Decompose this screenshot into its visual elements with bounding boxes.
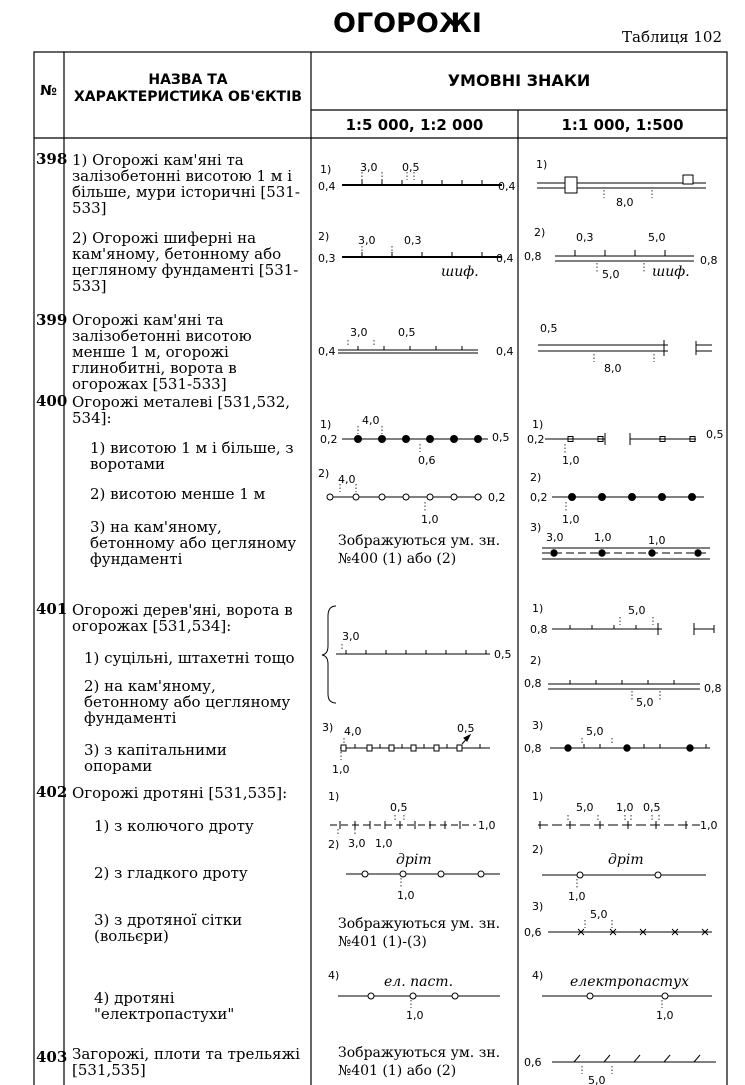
lbl-n3: 3) bbox=[530, 521, 542, 534]
desc-402-1: 1) з колючого дроту bbox=[94, 817, 254, 835]
lbl-30: 3,0 bbox=[350, 326, 368, 339]
table-label: Таблиця 102 bbox=[622, 28, 723, 46]
lbl-04: 0,4 bbox=[496, 345, 514, 358]
lbl-08: 0,8 bbox=[530, 623, 548, 636]
lbl-50: 5,0 bbox=[636, 696, 654, 709]
desc-402-2: 2) з гладкого дроту bbox=[94, 864, 248, 882]
sign-401-1-large bbox=[552, 623, 714, 635]
row-402-number: 402 bbox=[36, 783, 68, 801]
sign-400-3-large bbox=[542, 548, 710, 559]
lbl-10: 1,0 bbox=[562, 454, 580, 467]
lbl-n3: 3) bbox=[532, 719, 544, 732]
header-scale-small: 1:5 000, 1:2 000 bbox=[345, 116, 484, 134]
header-name: НАЗВА ТА ХАРАКТЕРИСТИКА ОБ'ЄКТІВ bbox=[74, 72, 302, 105]
lbl-n1: 1) bbox=[532, 418, 544, 431]
lbl-el-past: ел. паст. bbox=[384, 974, 454, 990]
lbl-drit: дріт bbox=[396, 852, 432, 868]
lbl-10: 1,0 bbox=[332, 763, 350, 776]
lbl-08: 0,8 bbox=[700, 254, 718, 267]
desc-398-1: 1) Огорожі кам'яні та залізобетонні висотою 1 м і більше, мури історичні [531-533] bbox=[72, 151, 300, 217]
lbl-n1: 1) bbox=[532, 602, 544, 615]
desc-398-2: 2) Огорожі шиферні на кам'яному, бетонному або цегляному фундаменті [531-533] bbox=[72, 229, 299, 295]
row-400-number: 400 bbox=[36, 392, 68, 410]
lbl-04: 0,4 bbox=[496, 252, 514, 265]
lbl-n1: 1) bbox=[328, 790, 340, 803]
lbl-03: 0,3 bbox=[318, 252, 336, 265]
lbl-10: 1,0 bbox=[656, 1009, 674, 1022]
lbl-n2: 2) bbox=[318, 230, 330, 243]
lbl-n1: 1) bbox=[532, 790, 544, 803]
desc-401-2: 2) на кам'яному, бетонному або цегляному фундаменті bbox=[84, 677, 291, 727]
lbl-shyf: шиф. bbox=[652, 264, 690, 280]
sign-402-2-small bbox=[346, 871, 500, 877]
lbl-04: 0,4 bbox=[318, 345, 336, 358]
lbl-04: 0,4 bbox=[498, 180, 516, 193]
lbl-10: 1,0 bbox=[397, 889, 415, 902]
sign-402-1-small bbox=[330, 821, 476, 829]
lbl-n3: 3) bbox=[322, 721, 334, 734]
lbl-50: 5,0 bbox=[586, 725, 604, 738]
lbl-50: 5,0 bbox=[628, 604, 646, 617]
note-400-3: Зображуються ум. зн. №400 (1) або (2) bbox=[338, 533, 501, 567]
lbl-05: 0,5 bbox=[706, 428, 724, 441]
lbl-n2: 2) bbox=[530, 471, 542, 484]
sign-401-3-large bbox=[550, 744, 710, 751]
lbl-05: 0,5 bbox=[398, 326, 416, 339]
lbl-40: 4,0 bbox=[344, 725, 362, 738]
sign-400-2-large bbox=[552, 494, 704, 501]
lbl-n1: 1) bbox=[320, 418, 332, 431]
lbl-50: 5,0 bbox=[648, 231, 666, 244]
sign-402-2-large bbox=[542, 872, 706, 878]
lbl-40: 4,0 bbox=[362, 414, 380, 427]
note-403: Зображуються ум. зн. №401 (1) або (2) bbox=[338, 1045, 501, 1079]
sign-399-large bbox=[538, 340, 712, 356]
lbl-06: 0,6 bbox=[418, 454, 436, 467]
lbl-n3: 3) bbox=[532, 900, 544, 913]
lbl-02: 0,2 bbox=[527, 433, 545, 446]
row-403-number: 403 bbox=[36, 1048, 68, 1066]
lbl-06: 0,6 bbox=[524, 926, 542, 939]
lbl-n4: 4) bbox=[532, 969, 544, 982]
desc-400-2: 2) висотою менше 1 м bbox=[90, 485, 266, 503]
lbl-10: 1,0 bbox=[648, 534, 666, 547]
lbl-10: 1,0 bbox=[562, 513, 580, 526]
lbl-80: 8,0 bbox=[604, 362, 622, 375]
header-signs: УМОВНІ ЗНАКИ bbox=[447, 71, 591, 90]
lbl-08: 0,8 bbox=[524, 677, 542, 690]
lbl-50: 5,0 bbox=[590, 908, 608, 921]
sign-402-3-large bbox=[548, 929, 712, 935]
lbl-05: 0,5 bbox=[390, 801, 408, 814]
lbl-n2: 2) bbox=[532, 843, 544, 856]
lbl-10: 1,0 bbox=[478, 819, 496, 832]
lbl-03: 0,3 bbox=[576, 231, 594, 244]
lbl-30: 3,0 bbox=[546, 531, 564, 544]
lbl-30: 3,0 bbox=[360, 161, 378, 174]
sign-400-2-small bbox=[327, 494, 482, 500]
lbl-10: 1,0 bbox=[616, 801, 634, 814]
desc-401-1: 1) суцільні, штахетні тощо bbox=[84, 649, 295, 667]
lbl-30: 3,0 bbox=[342, 630, 360, 643]
lbl-50: 5,0 bbox=[602, 268, 620, 281]
row-401-number: 401 bbox=[36, 600, 68, 618]
lbl-30: 3,0 bbox=[348, 837, 366, 850]
sign-401-3-small bbox=[340, 735, 490, 751]
lbl-10: 1,0 bbox=[568, 890, 586, 903]
sign-398-2-large bbox=[555, 250, 694, 261]
lbl-10: 1,0 bbox=[700, 819, 718, 832]
lbl-10: 1,0 bbox=[594, 531, 612, 544]
lbl-80: 8,0 bbox=[616, 196, 634, 209]
desc-402-4: 4) дротяні "електропастухи" bbox=[94, 989, 235, 1023]
lbl-n2: 2) bbox=[534, 226, 546, 239]
sign-402-4-large bbox=[542, 993, 712, 999]
lbl-05: 0,5 bbox=[494, 648, 512, 661]
sign-402-4-small bbox=[338, 993, 500, 999]
desc-400-3: 3) на кам'яному, бетонному або цегляному фундаменті bbox=[90, 518, 297, 568]
lbl-10: 1,0 bbox=[375, 837, 393, 850]
note-402-3: Зображуються ум. зн. №401 (1)-(3) bbox=[338, 916, 501, 950]
lbl-02: 0,2 bbox=[320, 433, 338, 446]
dimension-leaders bbox=[338, 172, 662, 1074]
lbl-elektropastukh: електропастух bbox=[570, 974, 690, 990]
lbl-40: 4,0 bbox=[338, 473, 356, 486]
lbl-50: 5,0 bbox=[588, 1074, 606, 1085]
lbl-10: 1,0 bbox=[406, 1009, 424, 1022]
sign-398-1-small bbox=[342, 180, 502, 185]
lbl-n1: 1) bbox=[320, 163, 332, 176]
lbl-08: 0,8 bbox=[524, 250, 542, 263]
header-num: № bbox=[40, 83, 57, 99]
lbl-06: 0,6 bbox=[524, 1056, 542, 1069]
sign-403-large bbox=[552, 1055, 716, 1062]
sign-401-2-large bbox=[548, 680, 700, 689]
lbl-30: 3,0 bbox=[358, 234, 376, 247]
lbl-n2: 2) bbox=[328, 838, 340, 851]
lbl-n4: 4) bbox=[328, 969, 340, 982]
lbl-08: 0,8 bbox=[704, 682, 722, 695]
lbl-05: 0,5 bbox=[643, 801, 661, 814]
sign-401-small bbox=[322, 606, 490, 703]
lbl-n2: 2) bbox=[318, 467, 330, 480]
lbl-n1: 1) bbox=[536, 158, 548, 171]
desc-401-3: 3) з капітальними опорами bbox=[84, 741, 227, 775]
desc-402-3: 3) з дротяної сітки (вольєри) bbox=[94, 911, 243, 945]
desc-399: Огорожі кам'яні та залізобетонні висотою менше 1 м, огорожі глинобитні, ворота в огорожах [531-533] bbox=[72, 311, 252, 393]
desc-403: Загорожі, плоти та трельяжі [531,535] bbox=[72, 1045, 301, 1079]
header-scale-large: 1:1 000, 1:500 bbox=[561, 116, 684, 134]
sign-400-1-small bbox=[342, 436, 488, 443]
desc-400-1: 1) висотою 1 м і більше, з воротами bbox=[90, 439, 294, 473]
lbl-02: 0,2 bbox=[488, 491, 506, 504]
desc-402: Огорожі дротяні [531,535]: bbox=[72, 784, 288, 802]
lbl-n2: 2) bbox=[530, 654, 542, 667]
lbl-05: 0,5 bbox=[457, 722, 475, 735]
lbl-05: 0,5 bbox=[540, 322, 558, 335]
page-title: ОГОРОЖІ bbox=[333, 8, 482, 39]
lbl-05: 0,5 bbox=[492, 431, 510, 444]
sign-400-1-large bbox=[545, 433, 696, 445]
lbl-04: 0,4 bbox=[318, 180, 336, 193]
sign-labels bbox=[318, 158, 724, 1085]
sign-399-small bbox=[338, 346, 478, 353]
lbl-shyf: шиф. bbox=[441, 264, 479, 280]
sign-398-1-large bbox=[537, 175, 706, 193]
sign-398-2-small bbox=[342, 252, 502, 257]
lbl-03: 0,3 bbox=[404, 234, 422, 247]
row-399-number: 399 bbox=[36, 311, 68, 329]
lbl-50: 5,0 bbox=[576, 801, 594, 814]
lbl-drit: дріт bbox=[608, 852, 644, 868]
row-398-number: 398 bbox=[36, 150, 68, 168]
lbl-05: 0,5 bbox=[402, 161, 420, 174]
lbl-08: 0,8 bbox=[524, 742, 542, 755]
sign-402-1-large bbox=[538, 821, 700, 829]
desc-400: Огорожі металеві [531,532, 534]: bbox=[72, 393, 291, 427]
desc-401: Огорожі дерев'яні, ворота в огорожах [531,534]: bbox=[72, 601, 293, 635]
lbl-10: 1,0 bbox=[421, 513, 439, 526]
lbl-02: 0,2 bbox=[530, 491, 548, 504]
